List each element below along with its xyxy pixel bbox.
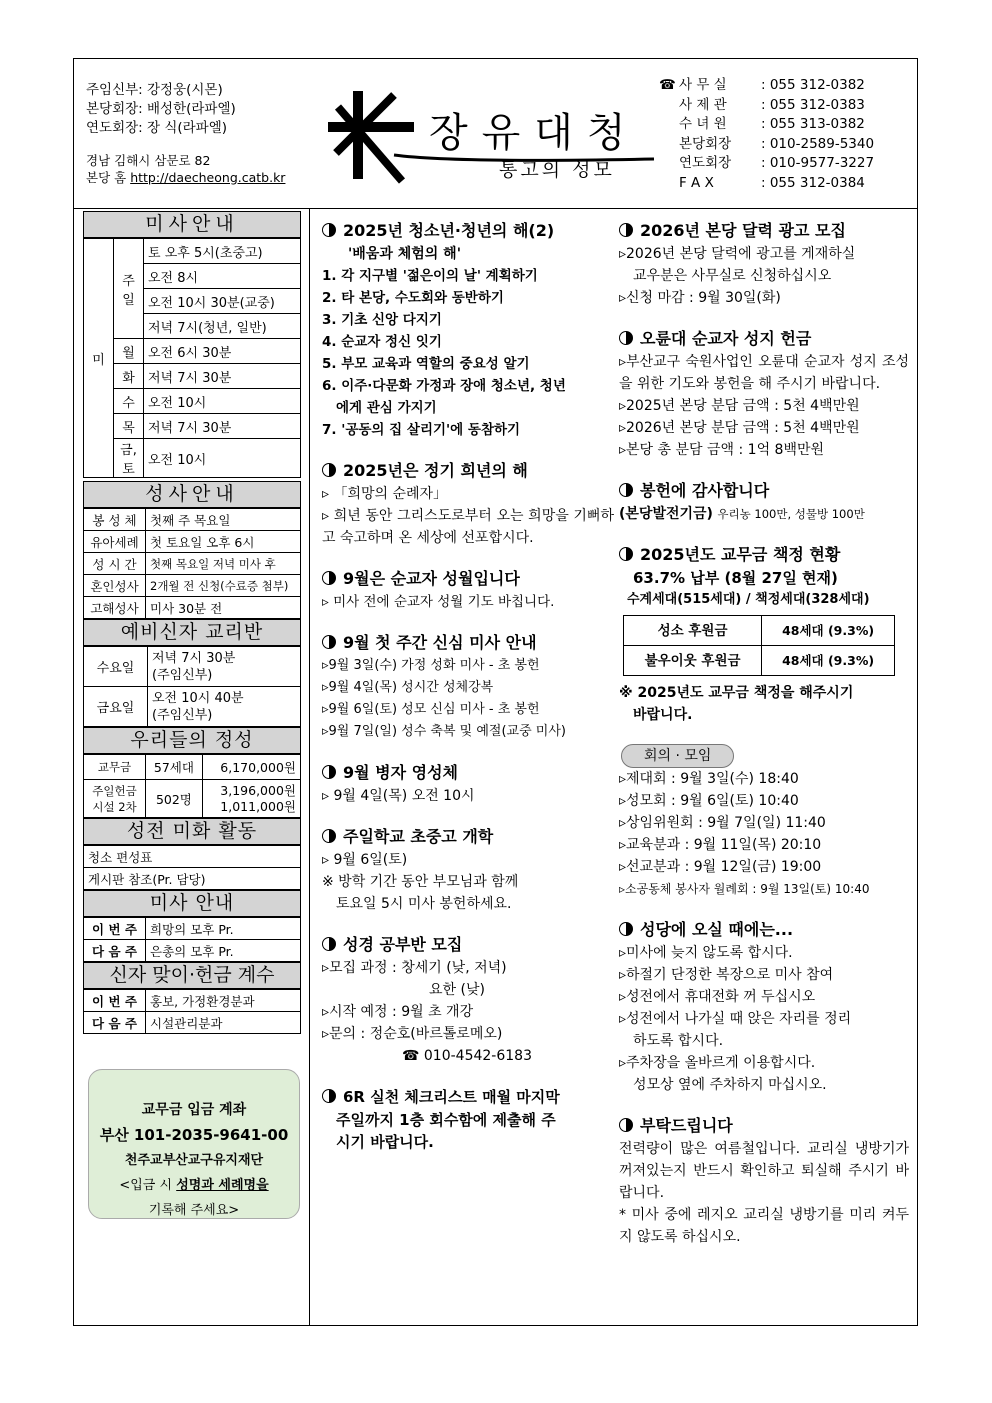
- martyr-section: 9월은 순교자 성월입니다 ▹ 미사 전에 순교자 성월 기도 바칩니다.: [322, 569, 555, 610]
- half-circle-icon: [619, 922, 633, 936]
- half-circle-icon: [322, 1089, 336, 1103]
- left-sidebar: [83, 211, 301, 1034]
- beautify-heading: 성전 미화 활동: [83, 818, 301, 845]
- calendar-section: 2026년 본당 달력 광고 모집 ▹2026년 본당 달력에 광고를 게재하실 교우분은 사무실로 신청하십시오 ▹신청 마감 : 9월 30일(화): [619, 221, 856, 306]
- half-circle-icon: [322, 571, 336, 585]
- half-circle-icon: [619, 483, 633, 497]
- right-column: [619, 219, 909, 1266]
- beautify-table: 청소 편성표 게시판 참조(Pr. 담당): [83, 845, 301, 890]
- home-label: 본당 홈: [86, 170, 127, 185]
- half-circle-icon: [619, 1118, 633, 1132]
- parish-title: 장유대청: [429, 110, 640, 156]
- half-circle-icon: [619, 223, 633, 237]
- half-circle-icon: [619, 331, 633, 345]
- first-week-section: 9월 첫 주간 신심 미사 안내 ▹9월 3일(수) 가정 성화 미사 - 초 봉헌 ▹9월 4일(목) 성시간 성체강복 ▹9월 6일(토) 성모 신심 미사 - 초 봉헌 ▹9월 7일(일) 성수 축복 및 예절(교중 미사): [322, 633, 566, 739]
- sick-section: 9월 병자 영성체 ▹ 9월 4일(목) 오전 10시: [322, 763, 475, 804]
- mass-heading: 미사안내: [83, 211, 301, 238]
- phone-icon: ☎: [659, 77, 676, 93]
- parish-subtitle: 통고의 성모: [499, 159, 615, 181]
- contact-list: ☎ 사 무 실 : 055 312-0382 사 제 관 : 055 312-0383 수 녀 원 : 055 313-0382 본당회장 : 010-2589-5340 연도회장 : 010-9577-3227 F A X : 055 312-0384: [659, 77, 875, 191]
- request-section: 부탁드립니다 전력량이 많은 여름철입니다. 교리실 냉방기가 꺼져있는지 반드시 확인하고 퇴실해 주시기 바랍니다. * 미사 중에 레지오 교리실 냉방기를 미리 켜두지 않도록 하십시오.: [619, 1116, 909, 1245]
- account-number: 부산 101-2035-9641-00: [99, 1126, 289, 1144]
- visit-section: 성당에 오실 때에는... ▹미사에 늦지 않도록 합시다. ▹하절기 단정한 복장으로 미사 참여 ▹성전에서 휴대전화 꺼 두십시오 ▹성전에서 나가실 때 앉은 자리를 정리 하도록 합시다. ▹주차장을 올바르게 이용합시다. 성모상 옆에 주차하지 마십시오.: [619, 920, 852, 1093]
- thanks-section: 봉헌에 감사합니다 (본당발전기금) 우리농 100만, 성물방 100만: [619, 481, 865, 522]
- six-r-section: 6R 실천 체크리스트 매월 마지막 주일까지 1층 회수함에 제출해 주 시기 바랍니다.: [322, 1085, 614, 1153]
- office-phone: : 055 312-0382: [761, 77, 865, 93]
- half-circle-icon: [322, 829, 336, 843]
- half-circle-icon: [322, 765, 336, 779]
- half-circle-icon: [322, 937, 336, 951]
- welcome-table: 이 번 주 홍보, 가정환경분과 다 음 주 시설관리분과: [83, 989, 301, 1034]
- masthead: [74, 59, 917, 209]
- parish-president: 본당회장: 배성한(라파엘): [86, 101, 236, 117]
- mass-table: 미 주 일 토 오후 5시(초중고) 오전 8시 오전 10시 30분(교중) 저녁 7시(청년, 일반) 월 오전 6시 30분 화 저녁 7시 30분 수 오전 10시 목 저녁 7시 30분 금, 토 오전 10시: [83, 238, 301, 478]
- half-circle-icon: [322, 463, 336, 477]
- offering-heading: 우리들의 정성: [83, 727, 301, 754]
- dues-section: 2025년도 교무금 책정 현황 63.7% 납부 (8월 27일 현재) 수계세대(515세대) / 책정세대(328세대) 성소 후원금 48세대 (9.3%) 불우이웃 후원금 48세대 (9.3%) ※ 2025년도 교무금 책정을 해주시기 바랍니다.: [619, 543, 909, 726]
- clergy-info: [86, 81, 285, 186]
- half-circle-icon: [322, 223, 336, 237]
- welcome-heading: 신자 맞이·헌금 계수: [83, 962, 301, 989]
- catechumen-heading: 예비신자 교리반: [83, 619, 301, 646]
- sacraments-heading: 성사안내: [83, 481, 301, 508]
- half-circle-icon: [322, 635, 336, 649]
- funeral-president: 연도회장: 장 식(라파엘): [86, 120, 228, 136]
- offering-table: 교무금 57세대 6,170,000원 주일헌금 시설 2차 502명 3,196,000원 1,011,000원: [83, 754, 301, 818]
- middle-column: [322, 219, 614, 1171]
- half-circle-icon: [619, 547, 633, 561]
- dues-table: 성소 후원금 48세대 (9.3%) 불우이웃 후원금 48세대 (9.3%): [623, 615, 895, 676]
- meetings-section: 회의 · 모임 ▹제대회 : 9월 3일(수) 18:40 ▹성모회 : 9월 6일(토) 10:40 ▹상임위원회 : 9월 7일(일) 11:40 ▹교육분과 : 9월 11일(목) 20:10 ▹선교분과 : 9월 12일(금) 19:00 ▹소공동체 봉사자 월례회 : 9월 13일(토) 10:40: [619, 744, 909, 900]
- mass-guide-heading: 미사 안내: [83, 890, 301, 917]
- bulletin-frame: [73, 58, 918, 1326]
- address: 경남 김해시 삼문로 82: [86, 153, 211, 168]
- mass-guide-table: 이 번 주 희망의 모후 Pr. 다 음 주 은총의 모후 Pr.: [83, 917, 301, 962]
- jubilee-section: 2025년은 정기 희년의 해 ▹ 「희망의 순례자」 ▹ 희년 동안 그리스도로부터 오는 희망을 기뻐하고 숙고하며 온 세상에 선포합시다.: [322, 461, 614, 546]
- pastor: 주임신부: 강정웅(시몬): [86, 82, 223, 98]
- meetings-label: 회의 · 모임: [621, 744, 734, 768]
- account-box: 교무금 입금 계좌 부산 101-2035-9641-00 천주교부산교구유지재단 <입금 시 성명과 세례명을 기록해 주세요>: [88, 1069, 300, 1219]
- catechumen-table: 수요일 저녁 7시 30분 (주임신부) 금요일 오전 10시 40분 (주임신부): [83, 646, 301, 727]
- bible-section: 성경 공부반 모집 ▹모집 과정 : 창세기 (낮, 저녁) 요한 (낮) ▹시작 예정 : 9월 초 개강 ▹문의 : 정순호(바르톨로메오) ☎ 010-4542-6183: [322, 933, 614, 1067]
- school-section: 주일학교 초중고 개학 ▹ 9월 6일(토) ※ 방학 기간 동안 부모님과 함께 토요일 5시 미사 봉헌하세요.: [322, 827, 519, 912]
- bible-phone: ☎ 010-4542-6183: [402, 1048, 532, 1064]
- home-link[interactable]: http://daecheong.catb.kr: [130, 170, 286, 185]
- youth-section: 2025년 청소년·청년의 해(2) '배움과 체험의 해' 1. 각 지구별 '젊은이의 날' 계획하기 2. 타 본당, 수도회와 동반하기 3. 기초 신앙 다지기 4. 순교자 정신 잇기 5. 부모 교육과 역할의 중요성 알기 6. 이주·다문화 가정과 장애 청소년, 청년 에게 관심 가지기 7. '공동의 집 살리기'에 동참하기: [322, 221, 566, 438]
- sacraments-table: 봉 성 체 첫째 주 목요일 유아세례 첫 토요일 오후 6시 성 시 간 첫째 목요일 저녁 미사 후 혼인성사 2개월 전 신청(수료증 첨부) 고해성사 미사 30분 전: [83, 508, 301, 619]
- column-divider: [309, 209, 310, 1325]
- oryundae-section: 오륜대 순교자 성지 헌금 ▹부산교구 숙원사업인 오륜대 순교자 성지 조성을 위한 기도와 봉헌을 해 주시기 바랍니다. ▹2025년 본당 분담 금액 : 5천 4백만원 ▹2026년 본당 분담 금액 : 5천 4백만원 ▹본당 총 분담 금액 : 1억 8백만원: [619, 329, 909, 458]
